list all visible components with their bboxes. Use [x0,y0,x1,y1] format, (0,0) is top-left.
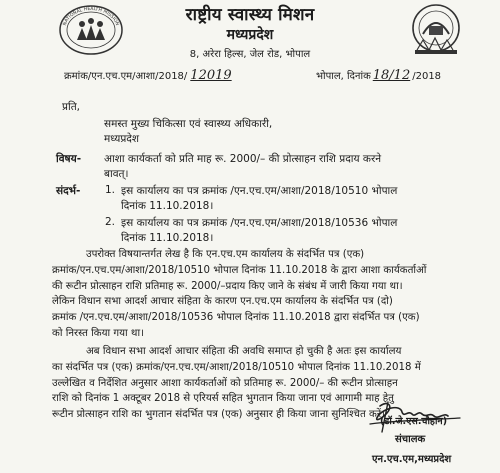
paragraph-2-line: राशि को दिनांक 1 अक्टूबर 2018 से एरियर्स सहित भुगतान किया जाना एवं आगामी माह हेतु [52,393,394,405]
subject-line-2: बावत्। [104,168,129,180]
org-address: 8, अरेरा हिल्स, जेल रोड, भोपाल [189,49,311,60]
paragraph-1-line: को निरस्त किया गया था। [52,327,144,339]
letter-number-handwritten: 12019 [190,68,232,83]
paragraph-2-line: उल्लेखित व निर्देशित अनुसार आशा कार्यकर्ताओं को प्रतिमाह रू. 2000/– की रूटीन प्रोत्साहन [52,377,398,389]
signatory-office: एन.एच.एम,मध्यप्रदेश [372,454,452,465]
letter-date-handwritten: 18/12 [372,68,411,83]
org-name: राष्ट्रीय स्वास्थ्य मिशन [185,5,315,25]
recipient-line-2: मध्यप्रदेश [104,133,140,145]
reference-2-line-2: दिनांक 11.10.2018। [121,232,214,244]
salutation: प्रति, [62,101,81,113]
recipient-line-1: समस्त मुख्य चिकित्सा एवं स्वास्थ्य अधिकारी, [104,118,273,130]
paragraph-1-line: लेकिन विधान सभा आदर्श आचार संहिता के कारण एन.एच.एम कार्यालय के संदर्भित पत्र (दो) [52,296,393,308]
reference-1-line-1: इस कार्यालय का पत्र क्रमांक /एन.एच.एम/आशा/2018/10510 भोपाल [121,185,398,197]
paragraph-1-line: की रूटीन प्रोत्साहन राशि प्रतिमाह रू. 2000/–प्रदाय किए जाने के संबंध में जारी किया गया था। [52,280,403,292]
subject-line-1: आशा कार्यकर्ता को प्रति माह रू. 2000/– की प्रोत्साहन राशि प्रदाय करने [104,153,382,165]
paragraph-1-line: उपरोक्त विषयान्तर्गत लेख है कि एन.एच.एम कार्यालय के संदर्भित पत्र (एक) [86,249,365,260]
paragraph-2-line: अब विधान सभा आदर्श आचार संहिता की अवधि समाप्त हो चुकी है अतः इस कार्यालय [86,346,402,357]
nhm-logo-text: NATIONAL HEALTH MISSION [62,6,120,27]
reference-2-number: 2. [105,216,116,228]
letter-number-prefix: क्रमांक/एन.एच.एम/आशा/2018/ [64,71,188,82]
org-state: मध्यप्रदेश [226,27,274,43]
letter-number [64,68,232,83]
paragraph-1-line: क्रमांक /एन.एच.एम/आशा/2018/10536 भोपाल दिनांक 11.10.2018 द्वारा संदर्भित पत्र (एक) [52,312,420,324]
letter-date [316,68,441,83]
paragraph-1-line: क्रमांक/एन.एच.एम/आशा/2018/10510 भोपाल दिनांक 11.10.2018 के द्वारा आशा कार्यकर्ताओं [52,264,427,276]
references-label: संदर्भ- [56,185,81,197]
paragraph-2-line: का संदर्भित पत्र (एक) क्रमांक/एन.एच.एम/आशा/2018/10510 भोपाल दिनांक 11.10.2018 में [52,361,421,373]
subject-label: विषय- [56,153,82,165]
body-paragraph-1 [52,247,436,342]
signatory-designation: संचालक [395,434,426,445]
letter-date-prefix: भोपाल, दिनांक [316,71,371,82]
signatory-name: (डॉ.जे.एस.चौहान) [380,416,448,427]
reference-1-line-2: दिनांक 11.10.2018। [121,200,214,212]
reference-1-number: 1. [105,184,116,196]
reference-2-line-1: इस कार्यालय का पत्र क्रमांक /एन.एच.एम/आशा/2018/10536 भोपाल [121,217,398,229]
paragraph-2-line: रूटीन प्रोत्साहन राशि का भुगतान संदर्भित पत्र (एक) अनुसार ही किया जाना सुनिश्चित करें। [52,409,385,421]
letter-date-year: /2018 [412,71,442,82]
